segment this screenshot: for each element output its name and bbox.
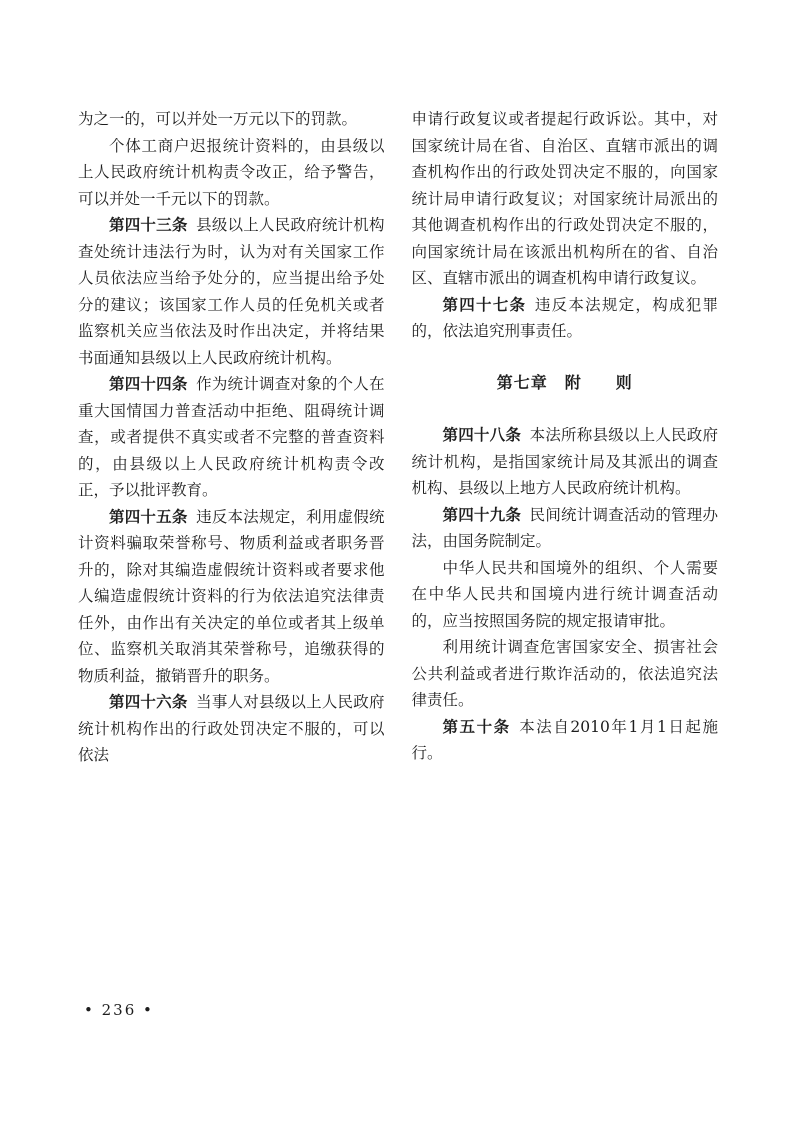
paragraph-text: 申请行政复议或者提起行政诉讼。其中，对国家统计局在省、自治区、直辖市派出的调查机构作出的行政处罚决定不服的，向国家统计局申请行政复议；对国家统计局派出的其他调查机构作出的行政处罚决定不服的，向国家统计局在该派出机构所在的省、自治区、直辖市派出的调查机构申请行政复议。 <box>411 110 718 287</box>
article-number: 第四十八条 <box>442 425 522 444</box>
article-paragraph <box>412 422 719 502</box>
left-column <box>78 106 385 769</box>
paragraph-text: 民间统计调查活动的管理办法，由国务院制定。 <box>411 505 718 550</box>
article-paragraph <box>78 504 385 690</box>
article-number: 第四十六条 <box>109 692 188 711</box>
article-paragraph <box>412 292 719 345</box>
paragraph-text: 违反本法规定，构成犯罪的，依法追究刑事责任。 <box>411 295 718 340</box>
paragraph <box>78 106 385 133</box>
article-number: 第四十七条 <box>442 294 527 314</box>
paragraph <box>412 106 719 292</box>
paragraph-text: 当事人对县级以上人民政府统计机构作出的行政处罚决定不服的，可以依法 <box>78 693 385 764</box>
paragraph-text: 利用统计调查危害国家安全、损害社会公共利益或者进行欺诈活动的，依法追究法律责任。 <box>411 638 718 709</box>
paragraph <box>412 634 719 714</box>
chapter-heading: 第七章 附 则 <box>496 372 633 392</box>
paragraph-text: 本法所称县级以上人民政府统计机构，是指国家统计局及其派出的调查机构、县级以上地方人民政府统计机构。 <box>411 426 718 497</box>
paragraph-text: 中华人民共和国境外的组织、个人需要在中华人民共和国境内进行统计调查活动的，应当按照国务院的规定报请审批。 <box>411 558 718 630</box>
paragraph-text: 作为统计调查对象的个人在重大国情国力普查活动中拒绝、阻碍统计调查，或者提供不真实或者不完整的普查资料的，由县级以上人民政府统计机构责令改正，予以批评教育。 <box>78 375 385 499</box>
article-paragraph <box>78 371 385 504</box>
article-number: 第四十三条 <box>109 215 188 234</box>
two-column-text-area <box>78 106 718 769</box>
article-number: 第五十条 <box>442 716 511 736</box>
article-paragraph <box>78 689 385 769</box>
paragraph-text: 违反本法规定，利用虚假统计资料骗取荣誉称号、物质利益或者职务晋升的，除对其编造虚假统计资料或者要求他人编造虚假统计资料的行为依法追究法律责任外，由作出有关决定的单位或者其上级单位、监察机关取消其荣誉称号，追缴获得的物质利益，撤销晋升的职务。 <box>78 507 385 685</box>
paragraph-text: 个体工商户迟报统计资料的，由县级以上人民政府统计机构责令改正，给予警告，可以并处一千元以下的罚款。 <box>78 136 385 208</box>
article-paragraph <box>412 502 719 555</box>
paragraph-text: 为之一的，可以并处一万元以下的罚款。 <box>78 110 358 128</box>
article-number: 第四十九条 <box>442 504 522 524</box>
article-number: 第四十四条 <box>109 374 188 393</box>
paragraph-text: 本法自2010年1月1日起施行。 <box>411 717 718 762</box>
article-paragraph <box>412 714 719 767</box>
paragraph-text: 县级以上人民政府统计机构查处统计违法行为时，认为对有关国家工作人员依法应当给予处分的，应当提出给予处分的建议；该国家工作人员的任免机关或者监察机关应当依法及时作出决定，并将结果书面通知县级以上人民政府统计机构。 <box>78 216 385 367</box>
page-number: • 236 • <box>84 1001 154 1019</box>
right-column <box>412 106 719 769</box>
paragraph <box>412 555 719 635</box>
paragraph <box>78 133 385 213</box>
article-paragraph <box>78 212 385 371</box>
article-number: 第四十五条 <box>109 506 188 526</box>
